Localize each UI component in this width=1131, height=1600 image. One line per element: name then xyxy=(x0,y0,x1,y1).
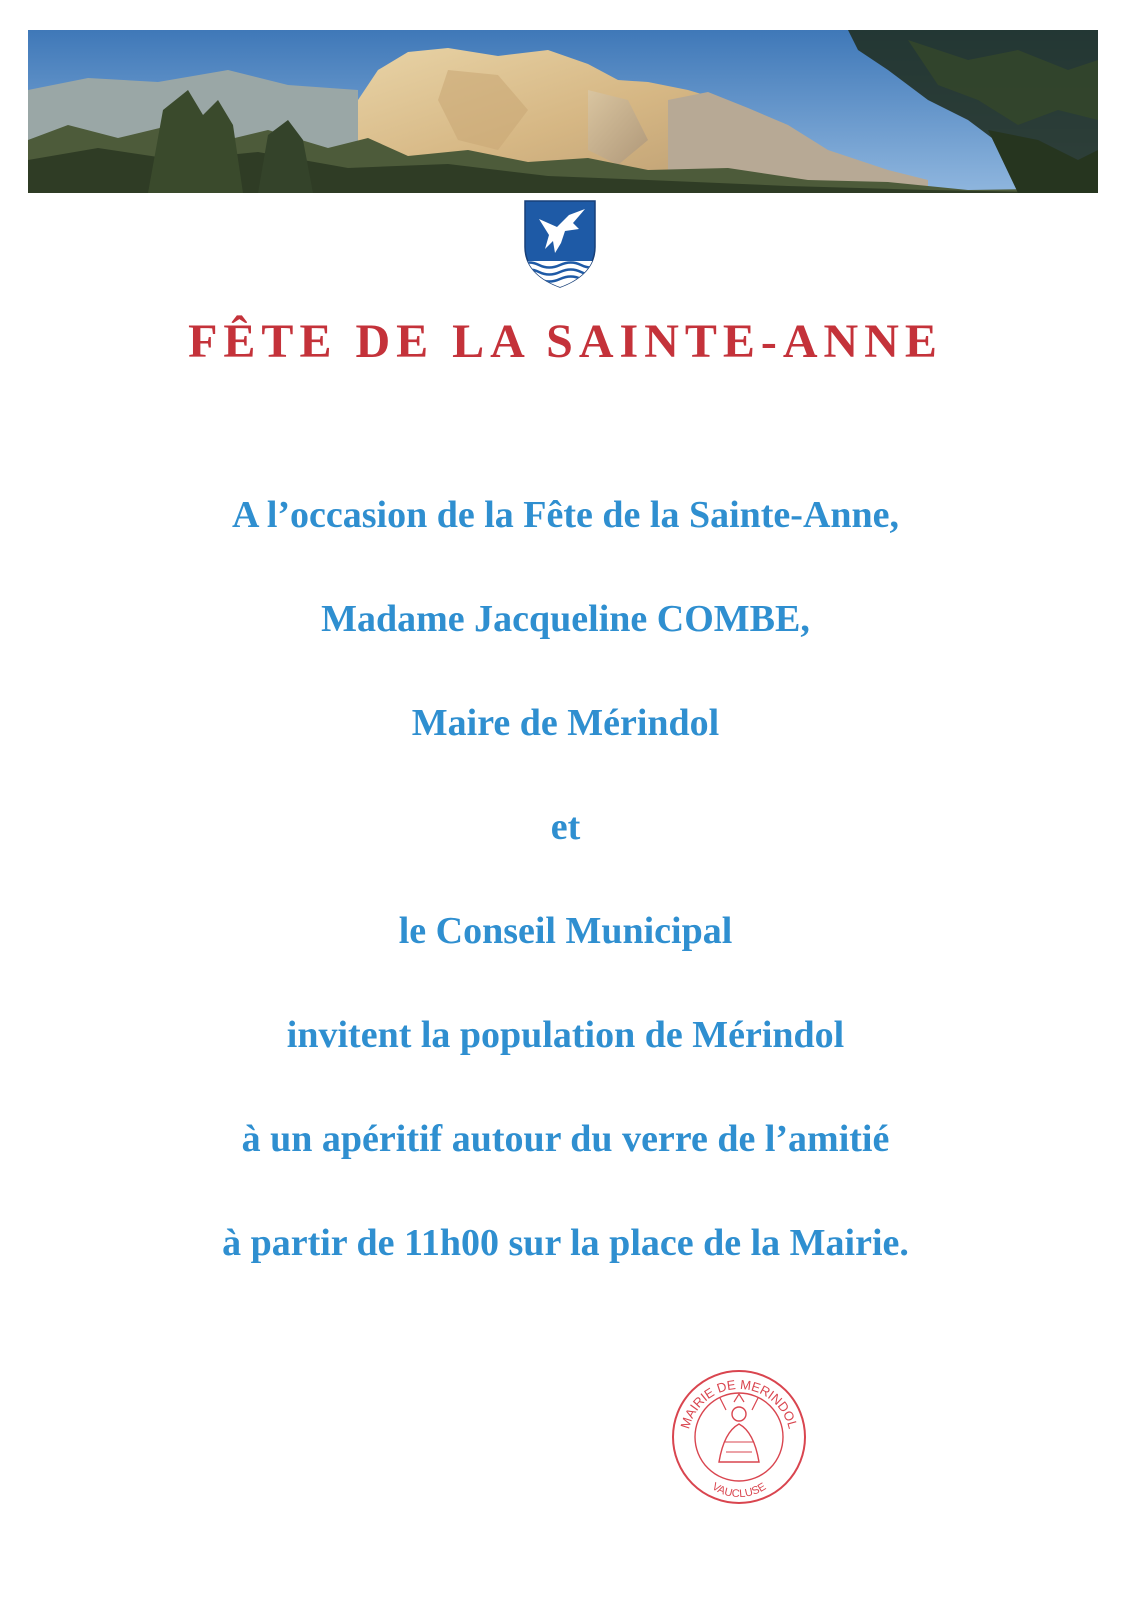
coat-of-arms-icon xyxy=(519,197,601,289)
svg-text:VAUCLUSE xyxy=(710,1481,768,1500)
stamp-bottom-text: VAUCLUSE xyxy=(709,1480,769,1501)
invitation-line: Madame Jacqueline COMBE, xyxy=(321,598,810,640)
invitation-line: le Conseil Municipal xyxy=(398,910,733,952)
landscape-banner-image xyxy=(28,30,1098,193)
invitation-line: invitent la population de Mérindol xyxy=(286,1014,845,1056)
invitation-line: à un apéritif autour du verre de l’amitié xyxy=(241,1118,890,1160)
invitation-line: à partir de 11h00 sur la place de la Mairie. xyxy=(222,1222,909,1264)
official-stamp xyxy=(664,1362,814,1512)
stamp-outer-text: MAIRIE DE MERINDOL xyxy=(677,1376,801,1431)
page-title: FÊTE DE LA SAINTE-ANNE xyxy=(188,315,943,368)
invitation-line: A l’occasion de la Fête de la Sainte-Anne, xyxy=(231,494,900,536)
invitation-line: et xyxy=(550,806,581,848)
svg-text:MAIRIE DE MERINDOL xyxy=(677,1377,800,1431)
invitation-line: Maire de Mérindol xyxy=(411,702,720,744)
